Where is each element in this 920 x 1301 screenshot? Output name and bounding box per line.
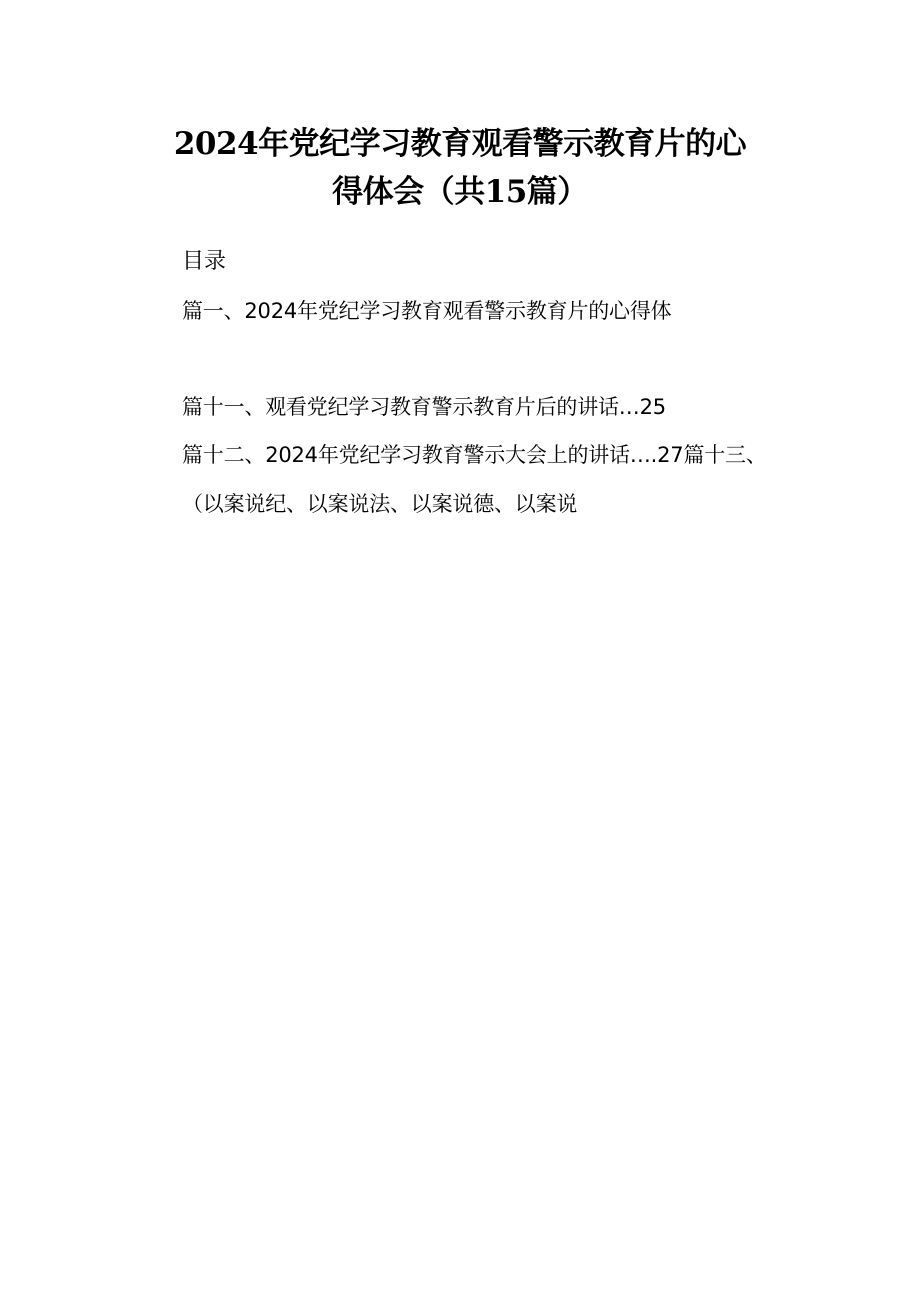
toc-heading: 目录 — [182, 249, 227, 274]
document-title — [0, 120, 920, 216]
toc-entry-1[interactable]: 篇一、2024年党纪学习教育观看警示教育片的心得体 — [182, 299, 672, 323]
toc-entry-11[interactable]: 篇十一、观看党纪学习教育警示教育片后的讲话…25 — [182, 395, 666, 419]
title-line-2: 得体会（共15篇） — [332, 174, 588, 210]
toc-entry-12[interactable]: 篇十二、2024年党纪学习教育警示大会上的讲话….27篇十三、 — [182, 443, 767, 467]
title-line-1: 2024年党纪学习教育观看警示教育片的心 — [173, 126, 747, 162]
toc-entry-13-continued[interactable]: （以案说纪、以案说法、以案说德、以案说 — [182, 492, 578, 516]
